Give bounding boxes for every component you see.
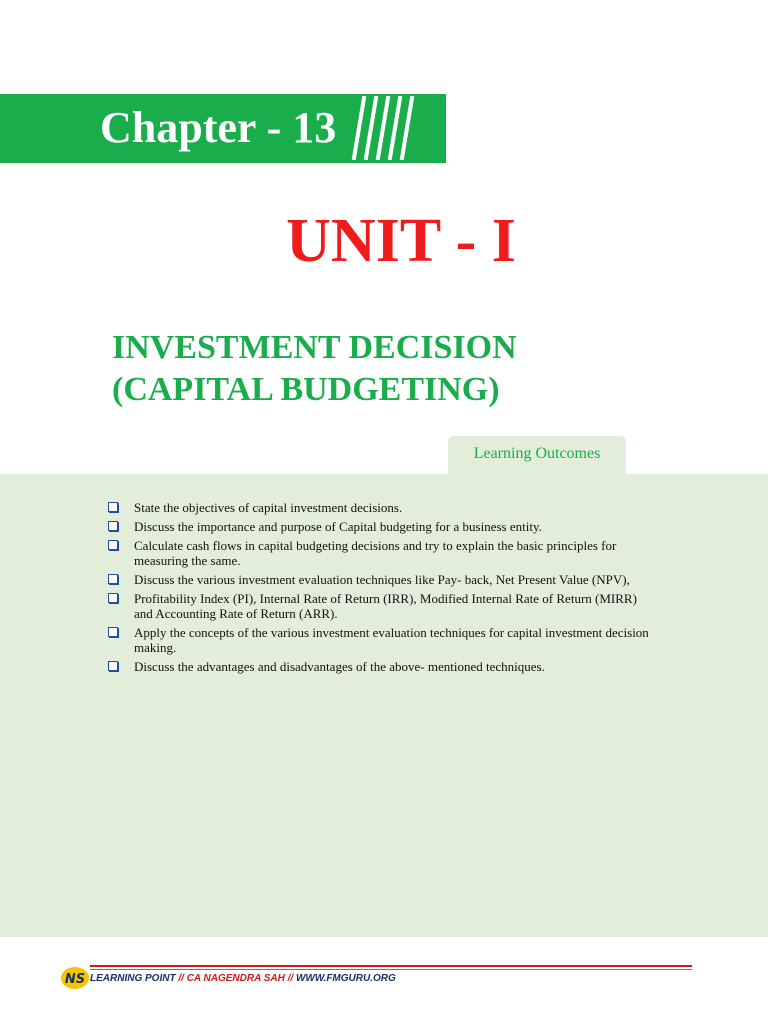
list-item-text: Discuss the importance and purpose of Capital budgeting for a business entity. [134, 519, 542, 534]
list-item [108, 500, 656, 515]
square-bullet-icon [108, 627, 118, 637]
list-item-text: Discuss the advantages and disadvantages of the above- mentioned techniques. [134, 659, 545, 674]
footer-rule-red [90, 965, 692, 967]
list-item-text: Apply the concepts of the various investment evaluation techniques for capital investment decision making. [134, 625, 649, 655]
logo-text: NS [64, 972, 86, 987]
list-item [108, 659, 656, 674]
section-title [112, 327, 517, 411]
square-bullet-icon [108, 540, 118, 550]
footer-separator: // [175, 973, 187, 984]
list-item [108, 625, 656, 655]
chapter-title: Chapter - 13 [100, 103, 337, 152]
list-item-text: Discuss the various investment evaluation techniques like Pay- back, Net Present Value (NPV), [134, 572, 630, 587]
footer-rule-green [90, 969, 692, 970]
list-item [108, 519, 656, 534]
footer-brand: LEARNING POINT [90, 973, 176, 984]
square-bullet-icon [108, 521, 118, 531]
square-bullet-icon [108, 502, 118, 512]
square-bullet-icon [108, 661, 118, 671]
footer-text [90, 973, 396, 984]
list-item-text: Profitability Index (PI), Internal Rate of Return (IRR), Modified Internal Rate of Return (MIRR) and Accounting Rate of Return (ARR). [134, 591, 637, 621]
list-item-text: State the objectives of capital investment decisions. [134, 500, 403, 515]
list-item-text: Calculate cash flows in capital budgeting decisions and try to explain the basic principles for measuring the same. [134, 538, 617, 568]
section-title-line-1: INVESTMENT DECISION [112, 329, 517, 366]
list-item [108, 572, 656, 587]
square-bullet-icon [108, 574, 118, 584]
list-item [108, 591, 656, 621]
footer-separator: // [284, 973, 296, 984]
footer-author: CA NAGENDRA SAH [186, 973, 285, 984]
chapter-banner [0, 94, 446, 163]
footer-site: WWW.FMGURU.ORG [295, 973, 396, 984]
page-footer [60, 963, 692, 993]
square-bullet-icon [108, 593, 118, 603]
ns-logo-icon [60, 965, 90, 991]
learning-outcomes-tab: Learning Outcomes [448, 436, 626, 474]
section-title-line-2: (CAPITAL BUDGETING) [112, 371, 500, 408]
chapter-stripes-decoration [340, 94, 420, 163]
unit-title: UNIT - I [286, 207, 516, 275]
list-item [108, 538, 656, 568]
learning-outcomes-list [108, 500, 656, 678]
